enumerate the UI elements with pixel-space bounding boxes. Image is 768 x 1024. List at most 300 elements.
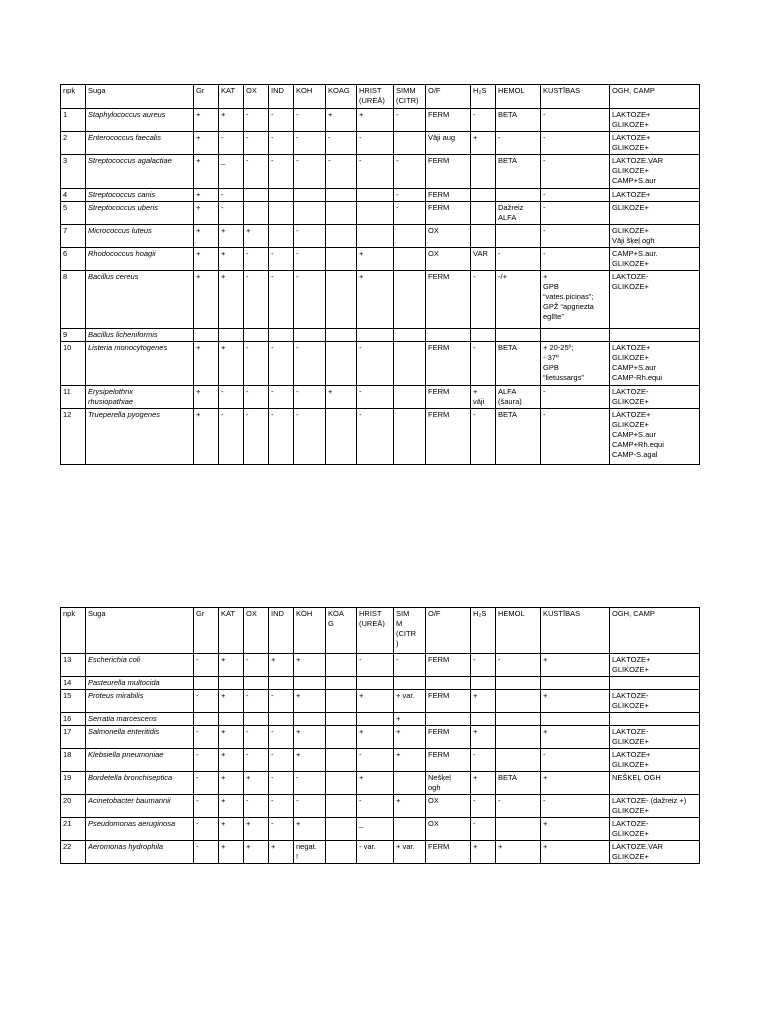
column-header: npk — [61, 85, 86, 109]
test-result-cell: NEŠĶEĻ OGH — [610, 772, 700, 795]
test-result-cell: - — [219, 386, 244, 409]
test-result-cell — [357, 202, 394, 225]
row-number-cell: 14 — [61, 677, 86, 690]
test-result-cell — [326, 654, 357, 677]
test-result-cell — [326, 772, 357, 795]
test-result-cell: + — [219, 690, 244, 713]
test-result-cell — [326, 271, 357, 329]
test-result-cell — [269, 202, 294, 225]
test-result-cell: + var. — [394, 690, 426, 713]
test-result-cell: - — [394, 155, 426, 189]
test-result-cell — [394, 386, 426, 409]
test-result-cell: + — [219, 772, 244, 795]
test-result-cell — [394, 409, 426, 465]
test-result-cell: OX — [426, 248, 471, 271]
species-cell: Bacillus cereus — [86, 271, 194, 329]
test-result-cell: - — [194, 841, 219, 864]
test-result-cell: _ — [219, 155, 244, 189]
test-result-cell: - — [269, 749, 294, 772]
table-row — [61, 795, 700, 818]
test-result-cell: + — [194, 189, 219, 202]
test-result-cell: + — [541, 654, 610, 677]
test-result-cell: + — [194, 248, 219, 271]
test-result-cell: - — [244, 155, 269, 189]
test-result-cell: LAKTOZE+ GLIKOZE+ CAMP+S.aur CAMP+Rh.equi CAMP-S.agal — [610, 409, 700, 465]
test-result-cell: - — [326, 132, 357, 155]
species-cell: Proteus mirabilis — [86, 690, 194, 713]
test-result-cell: - — [269, 409, 294, 465]
test-result-cell: - — [496, 248, 541, 271]
bacteria-table-gram-positive — [60, 84, 700, 465]
test-result-cell: + — [541, 726, 610, 749]
test-result-cell: + — [194, 202, 219, 225]
test-result-cell: VAR — [471, 248, 496, 271]
test-result-cell — [326, 329, 357, 342]
table-row — [61, 202, 700, 225]
test-result-cell — [496, 749, 541, 772]
test-result-cell: -/+ — [496, 271, 541, 329]
species-cell: Streptococcus uberis — [86, 202, 194, 225]
test-result-cell — [326, 342, 357, 386]
test-result-cell: - — [541, 386, 610, 409]
test-result-cell — [541, 713, 610, 726]
row-number-cell: 22 — [61, 841, 86, 864]
test-result-cell: + — [541, 818, 610, 841]
test-result-cell: - — [496, 654, 541, 677]
test-result-cell: + 20-25º; - 37º GPB “lietussargs” — [541, 342, 610, 386]
test-result-cell: + — [541, 841, 610, 864]
test-result-cell: + — [294, 726, 326, 749]
test-result-cell: Vāji aug — [426, 132, 471, 155]
test-result-cell: + — [357, 248, 394, 271]
row-number-cell: 5 — [61, 202, 86, 225]
test-result-cell: - var. — [357, 841, 394, 864]
species-cell: Pasteurella multocida — [86, 677, 194, 690]
column-header: KAT — [219, 85, 244, 109]
test-result-cell: - — [471, 818, 496, 841]
test-result-cell: GLIKOZE+ Vāji šķeļ ogh — [610, 225, 700, 248]
test-result-cell: BETA — [496, 342, 541, 386]
test-result-cell: - — [244, 271, 269, 329]
table-row — [61, 726, 700, 749]
test-result-cell: - — [244, 109, 269, 132]
table-header-row — [61, 608, 700, 654]
table-row — [61, 132, 700, 155]
test-result-cell: FERM — [426, 654, 471, 677]
test-result-cell: - — [269, 342, 294, 386]
test-result-cell: - — [269, 386, 294, 409]
test-result-cell — [194, 329, 219, 342]
test-result-cell: FERM — [426, 386, 471, 409]
test-result-cell: - — [294, 795, 326, 818]
test-result-cell: LAKTOZE+ GLIKOZE+ — [610, 132, 700, 155]
test-result-cell: + — [244, 841, 269, 864]
column-header: SIM M (CITR ) — [394, 608, 426, 654]
table-row — [61, 225, 700, 248]
column-header: KAT — [219, 608, 244, 654]
test-result-cell: - — [219, 409, 244, 465]
test-result-cell: - — [541, 248, 610, 271]
test-result-cell: - — [294, 342, 326, 386]
test-result-cell — [496, 818, 541, 841]
row-number-cell: 20 — [61, 795, 86, 818]
test-result-cell: - — [194, 654, 219, 677]
test-result-cell: - — [471, 271, 496, 329]
test-result-cell: + — [219, 225, 244, 248]
table-row — [61, 271, 700, 329]
test-result-cell: + — [194, 342, 219, 386]
test-result-cell: OX — [426, 818, 471, 841]
test-result-cell: - — [394, 189, 426, 202]
species-cell: Pseudomonas aeruginosa — [86, 818, 194, 841]
row-number-cell: 19 — [61, 772, 86, 795]
test-result-cell — [269, 189, 294, 202]
test-result-cell: + var. — [394, 841, 426, 864]
test-result-cell — [244, 713, 269, 726]
test-result-cell — [471, 202, 496, 225]
test-result-cell — [326, 248, 357, 271]
test-result-cell: - — [357, 155, 394, 189]
test-result-cell — [496, 225, 541, 248]
test-result-cell: LAKTOZE- GLIKOZE+ — [610, 726, 700, 749]
test-result-cell: - — [269, 109, 294, 132]
test-result-cell: LAKTOZE- GLIKOZE+ — [610, 271, 700, 329]
column-header: HEMOL — [496, 608, 541, 654]
species-cell: Listeria monocytogenes — [86, 342, 194, 386]
test-result-cell — [326, 677, 357, 690]
test-result-cell: - — [541, 109, 610, 132]
test-result-cell — [471, 225, 496, 248]
test-result-cell: - — [471, 654, 496, 677]
row-number-cell: 2 — [61, 132, 86, 155]
table-row — [61, 841, 700, 864]
test-result-cell: - — [269, 818, 294, 841]
test-result-cell: + — [219, 818, 244, 841]
test-result-cell — [326, 841, 357, 864]
test-result-cell — [496, 189, 541, 202]
test-result-cell: + — [194, 271, 219, 329]
test-result-cell — [471, 329, 496, 342]
test-result-cell: + — [219, 109, 244, 132]
test-result-cell: + — [219, 749, 244, 772]
species-cell: Klebsiella pneumoniae — [86, 749, 194, 772]
species-cell: Micrococcus luteus — [86, 225, 194, 248]
table-row — [61, 386, 700, 409]
row-number-cell: 17 — [61, 726, 86, 749]
test-result-cell: _ — [357, 818, 394, 841]
test-result-cell: + — [326, 109, 357, 132]
test-result-cell — [394, 342, 426, 386]
test-result-cell: + — [294, 654, 326, 677]
row-number-cell: 3 — [61, 155, 86, 189]
column-header: O/F — [426, 85, 471, 109]
test-result-cell: - — [269, 155, 294, 189]
test-result-cell: + — [219, 726, 244, 749]
column-header: Gr — [194, 608, 219, 654]
test-result-cell: + — [194, 109, 219, 132]
test-result-cell: + — [357, 109, 394, 132]
row-number-cell: 4 — [61, 189, 86, 202]
test-result-cell — [394, 248, 426, 271]
test-result-cell: - — [194, 795, 219, 818]
test-result-cell: - — [541, 749, 610, 772]
test-result-cell — [496, 677, 541, 690]
table-row — [61, 654, 700, 677]
table-row — [61, 329, 700, 342]
test-result-cell: - — [394, 202, 426, 225]
test-result-cell: - — [357, 386, 394, 409]
table-row — [61, 342, 700, 386]
test-result-cell — [394, 329, 426, 342]
test-result-cell: + — [357, 772, 394, 795]
test-result-cell: + — [194, 225, 219, 248]
test-result-cell — [394, 677, 426, 690]
test-result-cell: + — [194, 155, 219, 189]
test-result-cell: + — [471, 772, 496, 795]
test-result-cell: LAKTOZE- GLIKOZE+ — [610, 386, 700, 409]
table-header-row — [61, 85, 700, 109]
test-result-cell: + — [394, 713, 426, 726]
test-result-cell: + — [194, 386, 219, 409]
test-result-cell — [426, 677, 471, 690]
column-header: KUSTĪBAS — [541, 85, 610, 109]
test-result-cell: - — [294, 386, 326, 409]
test-result-cell: + — [471, 132, 496, 155]
test-result-cell: - — [357, 132, 394, 155]
test-result-cell — [194, 713, 219, 726]
test-result-cell: + — [357, 271, 394, 329]
test-result-cell — [219, 677, 244, 690]
test-result-cell — [326, 713, 357, 726]
test-result-cell: GLIKOZE+ — [610, 202, 700, 225]
test-result-cell — [244, 677, 269, 690]
test-result-cell: - — [357, 342, 394, 386]
row-number-cell: 7 — [61, 225, 86, 248]
test-result-cell — [294, 202, 326, 225]
test-result-cell — [357, 225, 394, 248]
test-result-cell: - — [244, 726, 269, 749]
species-cell: Staphylococcus aureus — [86, 109, 194, 132]
species-cell: Serratia marcescens — [86, 713, 194, 726]
test-result-cell: - — [471, 749, 496, 772]
test-result-cell: FERM — [426, 202, 471, 225]
column-header: Gr — [194, 85, 219, 109]
test-result-cell: - — [269, 795, 294, 818]
test-result-cell: + — [219, 841, 244, 864]
column-header: HEMOL — [496, 85, 541, 109]
test-result-cell: negat. ! — [294, 841, 326, 864]
test-result-cell — [326, 795, 357, 818]
test-result-cell — [294, 329, 326, 342]
column-header: OGH, CAMP — [610, 85, 700, 109]
test-result-cell: + — [219, 795, 244, 818]
test-result-cell: - — [269, 690, 294, 713]
test-result-cell: FERM — [426, 690, 471, 713]
test-result-cell: + — [471, 726, 496, 749]
test-result-cell: - — [244, 132, 269, 155]
test-result-cell: FERM — [426, 409, 471, 465]
test-result-cell: + — [326, 386, 357, 409]
test-result-cell: - — [219, 132, 244, 155]
test-result-cell: LAKTOZE+ — [610, 189, 700, 202]
test-result-cell — [394, 271, 426, 329]
row-number-cell: 13 — [61, 654, 86, 677]
test-result-cell: OX — [426, 225, 471, 248]
test-result-cell: - — [219, 189, 244, 202]
test-result-cell — [326, 749, 357, 772]
row-number-cell: 21 — [61, 818, 86, 841]
column-header: O/F — [426, 608, 471, 654]
species-cell: Trueperella pyogenes — [86, 409, 194, 465]
test-result-cell: + — [269, 654, 294, 677]
test-result-cell — [496, 713, 541, 726]
test-result-cell — [326, 818, 357, 841]
test-result-cell: - — [269, 132, 294, 155]
test-result-cell — [294, 713, 326, 726]
test-result-cell: + — [244, 772, 269, 795]
species-cell: Bacillus licheniformis — [86, 329, 194, 342]
test-result-cell: - — [219, 202, 244, 225]
test-result-cell: - — [269, 248, 294, 271]
column-header: H₂S — [471, 85, 496, 109]
test-result-cell: LAKTOZE+ GLIKOZE+ — [610, 749, 700, 772]
test-result-cell: - — [471, 409, 496, 465]
test-result-cell — [541, 329, 610, 342]
test-result-cell: - — [541, 409, 610, 465]
test-result-cell: - — [496, 795, 541, 818]
test-result-cell — [471, 189, 496, 202]
test-result-cell: + — [244, 225, 269, 248]
table-row — [61, 189, 700, 202]
test-result-cell: FERM — [426, 189, 471, 202]
test-result-cell: + — [471, 841, 496, 864]
test-result-cell: + GPB “vates.piciņas”; GPŽ “apgriezta eglīte” — [541, 271, 610, 329]
test-result-cell: + — [219, 654, 244, 677]
column-header: OX — [244, 85, 269, 109]
row-number-cell: 9 — [61, 329, 86, 342]
column-header: H₂S — [471, 608, 496, 654]
bacteria-table-gram-negative — [60, 607, 700, 864]
test-result-cell: - — [541, 202, 610, 225]
test-result-cell: FERM — [426, 749, 471, 772]
column-header: npk — [61, 608, 86, 654]
test-result-cell — [394, 132, 426, 155]
test-result-cell: + — [294, 690, 326, 713]
test-result-cell — [426, 329, 471, 342]
test-result-cell: - — [294, 248, 326, 271]
row-number-cell: 11 — [61, 386, 86, 409]
test-result-cell: - — [269, 772, 294, 795]
test-result-cell: - — [244, 690, 269, 713]
table-row — [61, 772, 700, 795]
test-result-cell: LAKTOZE.VAR GLIKOZE+ CAMP+S.aur — [610, 155, 700, 189]
test-result-cell — [269, 329, 294, 342]
column-header: HRIST (UREĀ) — [357, 608, 394, 654]
column-header: OX — [244, 608, 269, 654]
test-result-cell: BETA — [496, 155, 541, 189]
test-result-cell — [326, 225, 357, 248]
test-result-cell: FERM — [426, 271, 471, 329]
test-result-cell: + — [541, 690, 610, 713]
species-cell: Streptococcus canis — [86, 189, 194, 202]
test-result-cell — [294, 677, 326, 690]
table-row — [61, 409, 700, 465]
test-result-cell — [326, 409, 357, 465]
test-result-cell: + — [219, 248, 244, 271]
species-cell: Rhodococcus hoagii — [86, 248, 194, 271]
test-result-cell: - — [541, 155, 610, 189]
test-result-cell: FERM — [426, 109, 471, 132]
test-result-cell: - — [541, 132, 610, 155]
table-row — [61, 248, 700, 271]
test-result-cell: - — [244, 342, 269, 386]
test-result-cell: - — [394, 109, 426, 132]
test-result-cell: - — [357, 749, 394, 772]
test-result-cell — [326, 202, 357, 225]
test-result-cell: - — [294, 225, 326, 248]
column-header: IND — [269, 608, 294, 654]
test-result-cell — [471, 713, 496, 726]
test-result-cell: - — [244, 749, 269, 772]
test-result-cell — [357, 677, 394, 690]
test-result-cell: + — [294, 749, 326, 772]
test-result-cell: - — [541, 795, 610, 818]
column-header: KOH — [294, 608, 326, 654]
test-result-cell: - — [244, 386, 269, 409]
row-number-cell: 15 — [61, 690, 86, 713]
test-result-cell: - — [357, 409, 394, 465]
table-row — [61, 109, 700, 132]
test-result-cell: + — [357, 726, 394, 749]
test-result-cell: FERM — [426, 726, 471, 749]
test-result-cell: - — [244, 248, 269, 271]
test-result-cell: + — [394, 795, 426, 818]
test-result-cell: LAKTOZE.VAR GLIKOZE+ — [610, 841, 700, 864]
test-result-cell: - — [496, 132, 541, 155]
test-result-cell: - — [194, 749, 219, 772]
test-result-cell — [610, 713, 700, 726]
test-result-cell — [357, 329, 394, 342]
test-result-cell: - — [269, 726, 294, 749]
test-result-cell — [326, 690, 357, 713]
table-row — [61, 155, 700, 189]
test-result-cell — [496, 329, 541, 342]
test-result-cell: LAKTOZE- GLIKOZE+ — [610, 690, 700, 713]
test-result-cell — [496, 690, 541, 713]
test-result-cell — [610, 677, 700, 690]
row-number-cell: 16 — [61, 713, 86, 726]
species-cell: Aeromonas hydrophila — [86, 841, 194, 864]
test-result-cell: LAKTOZE+ GLIKOZE+ CAMP+S.aur CAMP-Rh.equi — [610, 342, 700, 386]
table-row — [61, 749, 700, 772]
test-result-cell — [194, 677, 219, 690]
test-result-cell: - — [357, 795, 394, 818]
test-result-cell — [244, 189, 269, 202]
test-result-cell: BETA — [496, 772, 541, 795]
test-result-cell: - — [269, 271, 294, 329]
test-result-cell: + — [194, 132, 219, 155]
table-row — [61, 713, 700, 726]
row-number-cell: 18 — [61, 749, 86, 772]
test-result-cell — [496, 726, 541, 749]
test-result-cell: + — [541, 772, 610, 795]
species-cell: Erysipelothrix rhusiopathiae — [86, 386, 194, 409]
test-result-cell: - — [194, 772, 219, 795]
test-result-cell: + — [357, 690, 394, 713]
test-result-cell — [219, 713, 244, 726]
test-result-cell: + — [394, 726, 426, 749]
test-result-cell — [357, 189, 394, 202]
